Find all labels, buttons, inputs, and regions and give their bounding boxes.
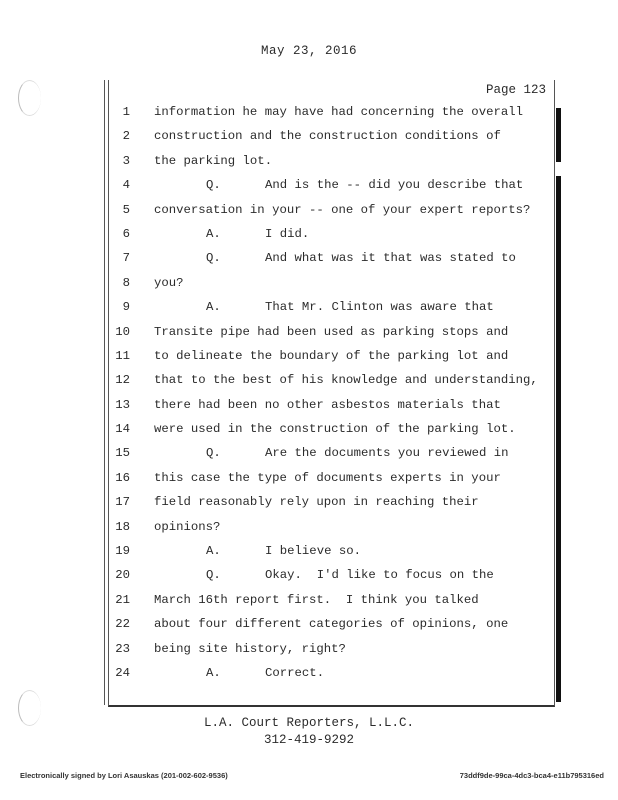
line-number: 9 (122, 300, 130, 315)
transcript-line (0, 272, 618, 296)
line-number: 5 (122, 202, 130, 217)
transcript-line (0, 345, 618, 369)
transcript-line (0, 442, 618, 466)
line-text: Q. Okay. I'd like to focus on the (206, 568, 494, 583)
line-text: this case the type of documents experts in your (154, 470, 501, 485)
transcript-line (0, 296, 618, 320)
line-number: 12 (115, 373, 130, 388)
transcript-line (0, 394, 618, 418)
line-text: were used in the construction of the parking lot. (154, 422, 516, 437)
transcript-line (0, 174, 618, 198)
transcript-line (0, 418, 618, 442)
line-number: 14 (115, 422, 130, 437)
deposition-date: May 23, 2016 (260, 44, 357, 58)
line-number: 22 (115, 617, 130, 632)
line-number: 11 (115, 348, 130, 363)
transcript-line (0, 491, 618, 515)
line-number: 20 (115, 568, 130, 583)
line-text: about four different categories of opinions, one (154, 617, 509, 632)
line-text: construction and the construction conditions of (154, 129, 501, 144)
line-text: A. I did. (206, 226, 310, 241)
line-text: Transite pipe had been used as parking stops and (154, 324, 509, 339)
line-text: A. Correct. (206, 665, 325, 680)
line-number: 13 (115, 397, 130, 412)
line-number: 7 (122, 251, 130, 266)
line-number: 18 (115, 519, 130, 534)
transcript-line (0, 516, 618, 540)
line-number: 24 (115, 665, 130, 680)
transcript-line (0, 125, 618, 149)
line-text: A. I believe so. (206, 544, 361, 559)
transcript-line (0, 321, 618, 345)
line-number: 8 (122, 275, 130, 290)
transcript-line (0, 589, 618, 613)
line-number: 4 (122, 178, 130, 193)
transcript-line (0, 613, 618, 637)
line-text: opinions? (154, 519, 221, 534)
electronic-signature-note: Electronically signed by Lori Asauskas (201-002-602-9536) (20, 771, 228, 780)
transcript-line (0, 247, 618, 271)
transcript-line (0, 638, 618, 662)
transcript-line (0, 662, 618, 686)
line-text: the parking lot. (154, 153, 273, 168)
line-number: 23 (115, 641, 130, 656)
line-text: Q. Are the documents you reviewed in (206, 446, 509, 461)
line-text: conversation in your -- one of your expert reports? (154, 202, 531, 217)
transcript-line (0, 101, 618, 125)
line-number: 21 (115, 592, 130, 607)
line-number: 16 (115, 470, 130, 485)
line-text: that to the best of his knowledge and understanding, (154, 373, 538, 388)
line-text: to delineate the boundary of the parking lot and (154, 348, 509, 363)
transcript-line (0, 467, 618, 491)
line-number: 10 (115, 324, 130, 339)
transcript-line (0, 369, 618, 393)
page-number: Page 123 (485, 83, 546, 97)
line-number: 3 (122, 153, 130, 168)
line-text: being site history, right? (154, 641, 346, 656)
line-number: 17 (115, 495, 130, 510)
document-hash: 73ddf9de-99ca-4dc3-bca4-e11b795316ed (459, 771, 604, 780)
line-text: A. That Mr. Clinton was aware that (206, 300, 494, 315)
line-number: 19 (115, 544, 130, 559)
transcript-line (0, 199, 618, 223)
line-text: Q. And what was it that was stated to (206, 251, 516, 266)
line-text: there had been no other asbestos materials that (154, 397, 501, 412)
line-number: 2 (122, 129, 130, 144)
line-number: 6 (122, 226, 130, 241)
reporter-company: L.A. Court Reporters, L.L.C. (203, 716, 415, 730)
line-number: 1 (122, 105, 130, 119)
line-text: you? (154, 275, 184, 290)
line-text: March 16th report first. I think you talked (154, 592, 479, 607)
transcript-lines (0, 101, 618, 686)
transcript-line (0, 564, 618, 588)
line-text: information he may have had concerning the overall (154, 105, 523, 119)
transcript-line (0, 540, 618, 564)
line-text: Q. And is the -- did you describe that (206, 178, 524, 193)
reporter-phone: 312-419-9292 (263, 733, 354, 747)
transcript-line (0, 150, 618, 174)
line-number: 15 (115, 446, 130, 461)
transcript-line (0, 223, 618, 247)
line-text: field reasonably rely upon in reaching their (154, 495, 479, 510)
